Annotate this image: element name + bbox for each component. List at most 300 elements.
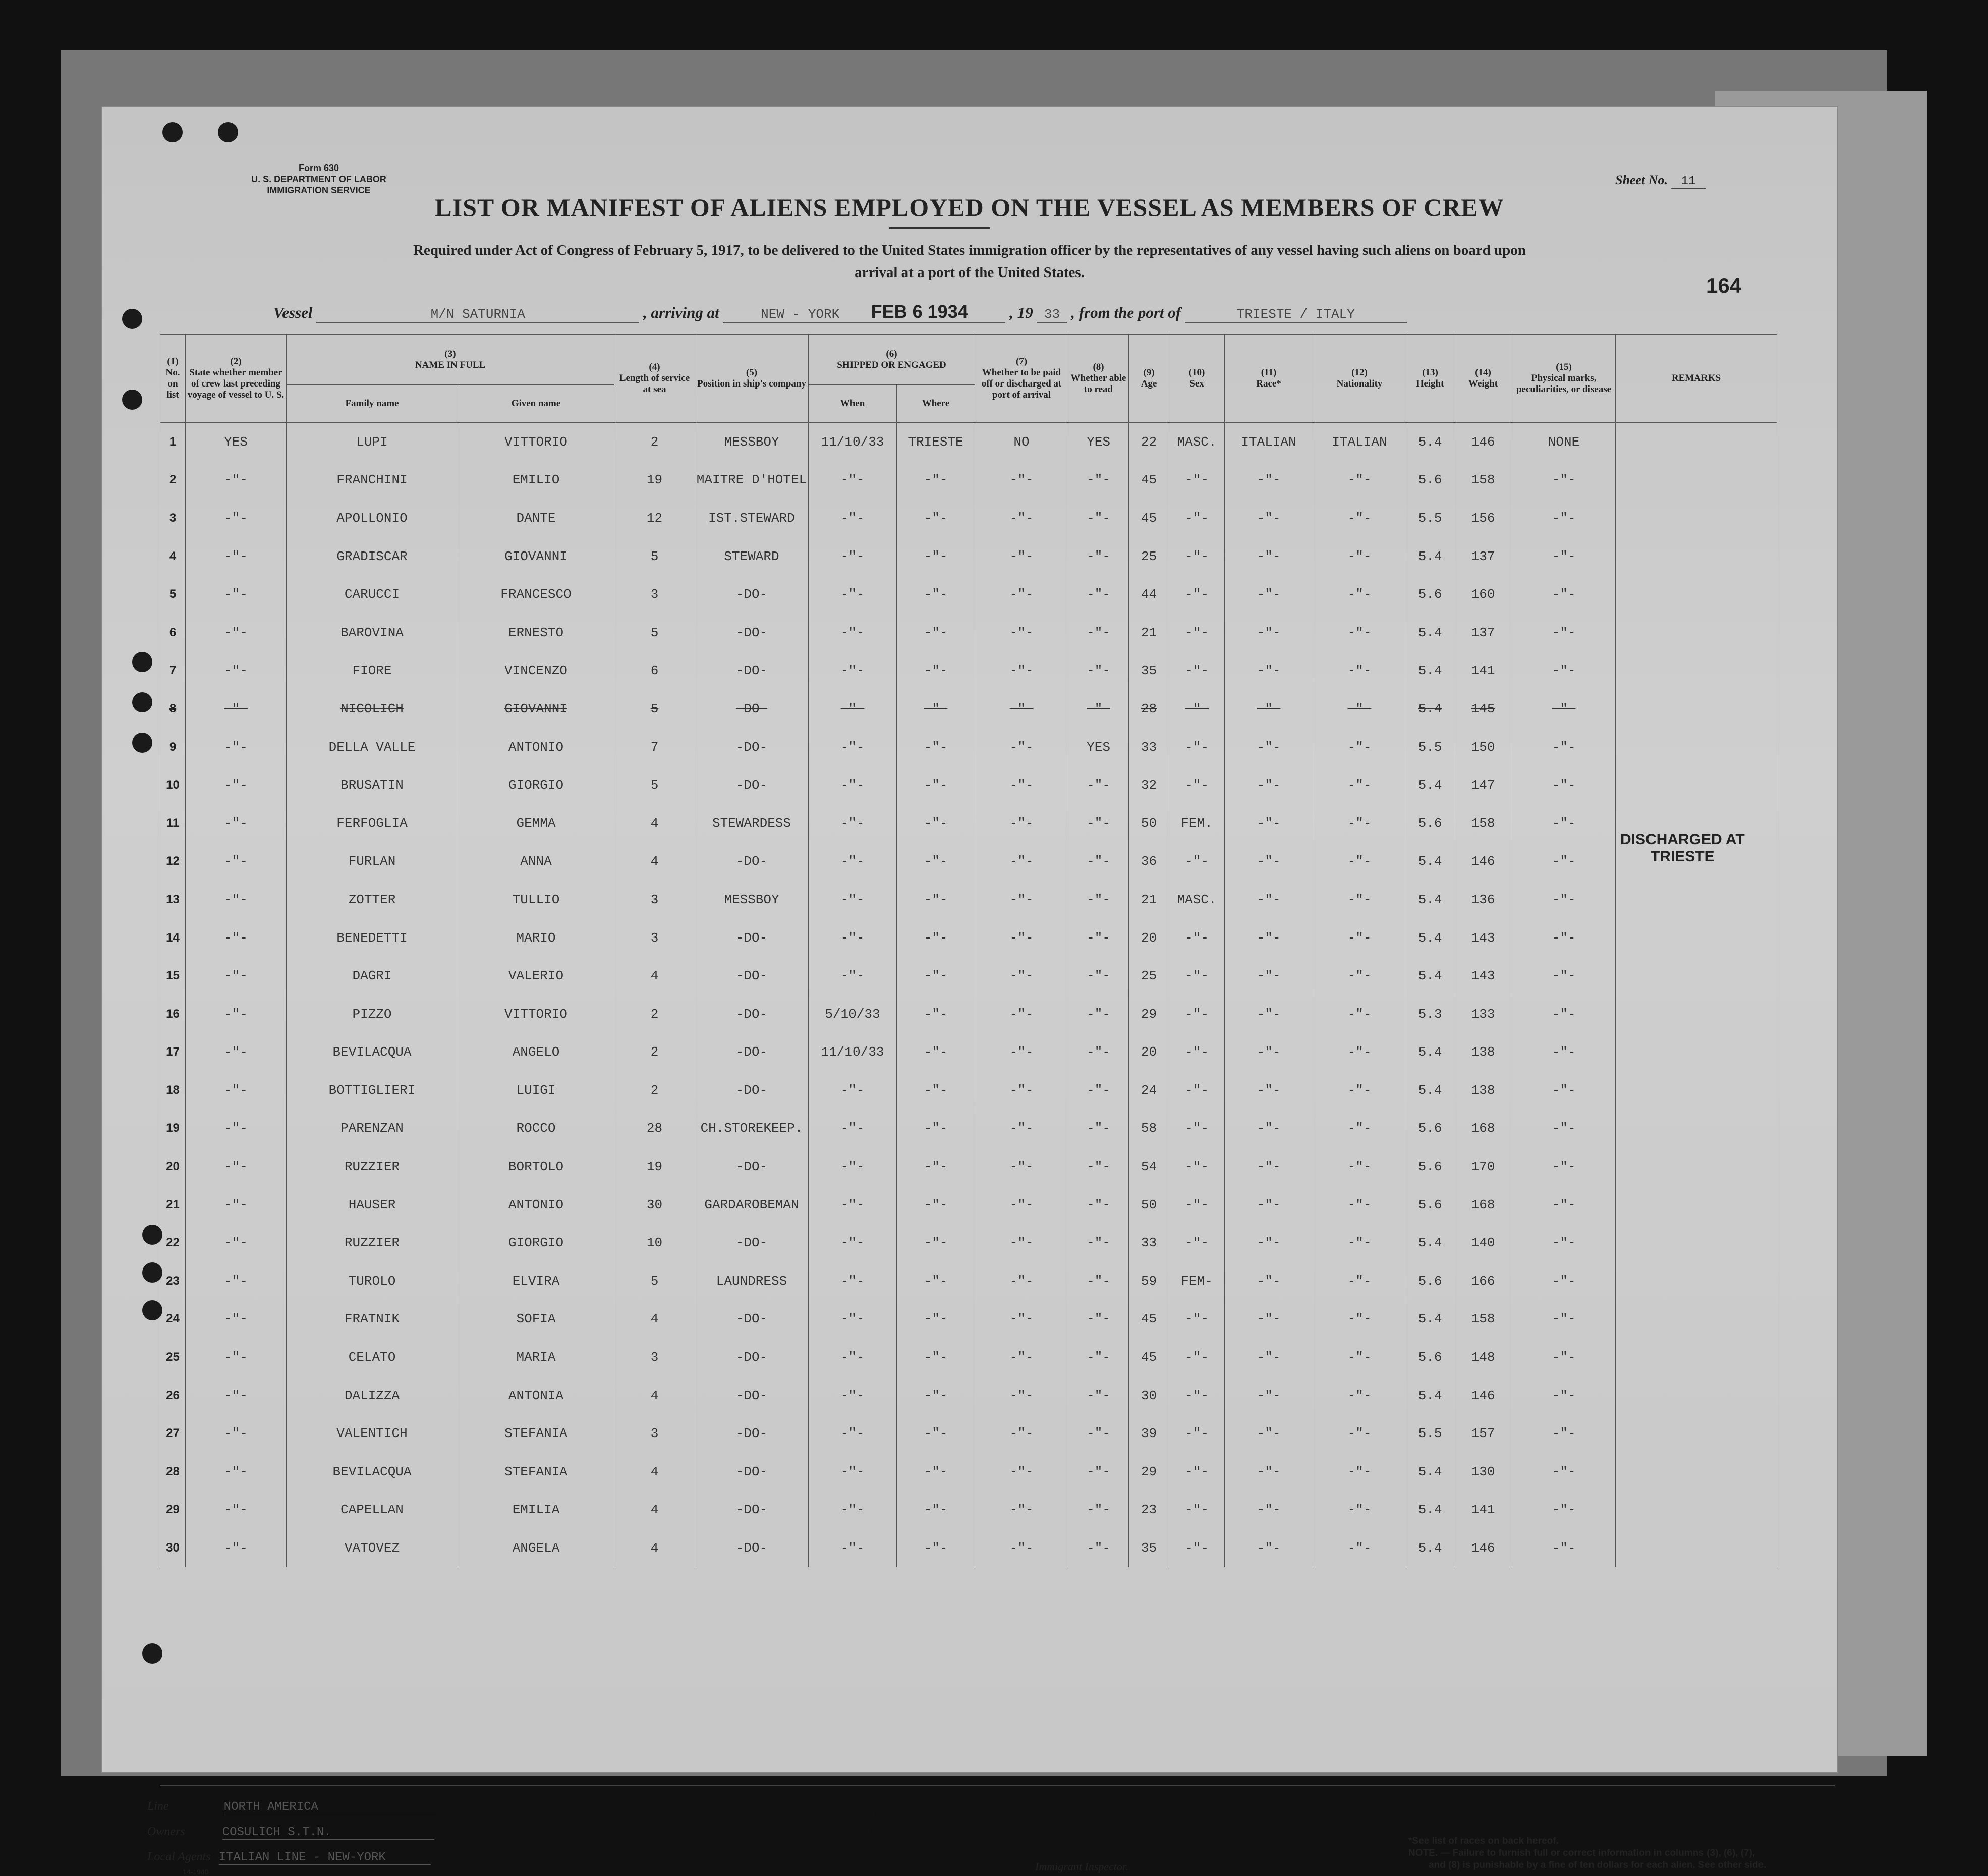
cell-nat: -"- <box>1313 499 1406 537</box>
header-race: (11) Race* <box>1225 335 1313 423</box>
cell-nat: -"- <box>1313 690 1406 728</box>
cell-paid: -"- <box>975 1071 1068 1110</box>
cell-nat: -"- <box>1313 1033 1406 1072</box>
cell-position: -DO- <box>695 1376 809 1415</box>
punch-hole <box>132 692 152 712</box>
cell-given: MARIO <box>458 919 614 957</box>
cell-service: 4 <box>614 843 695 881</box>
cell-race: -"- <box>1225 690 1313 728</box>
cell-read: -"- <box>1068 1186 1129 1224</box>
cell-no: 16 <box>160 995 186 1033</box>
cell-marks: -"- <box>1512 499 1616 537</box>
cell-nat: -"- <box>1313 1071 1406 1110</box>
cell-weight: 130 <box>1454 1453 1512 1491</box>
cell-where: -"- <box>897 1338 975 1376</box>
cell-service: 5 <box>614 690 695 728</box>
cell-nat: -"- <box>1313 652 1406 690</box>
cell-when: 11/10/33 <box>809 1033 897 1072</box>
cell-service: 4 <box>614 1491 695 1529</box>
cell-service: 5 <box>614 537 695 576</box>
cell-when: -"- <box>809 728 897 766</box>
footer-owners-field <box>147 1825 434 1840</box>
cell-nat: -"- <box>1313 1491 1406 1529</box>
cell-age: 33 <box>1129 1224 1169 1262</box>
cell-when: -"- <box>809 461 897 500</box>
cell-marks: -"- <box>1512 766 1616 804</box>
footer-line-field <box>147 1800 436 1814</box>
cell-race: -"- <box>1225 537 1313 576</box>
cell-service: 6 <box>614 652 695 690</box>
cell-sex: -"- <box>1169 1300 1225 1339</box>
cell-read: -"- <box>1068 614 1129 652</box>
cell-position: LAUNDRESS <box>695 1262 809 1300</box>
arriving-field <box>723 301 1005 323</box>
table-row <box>160 728 1777 766</box>
cell-family: FURLAN <box>287 843 458 881</box>
cell-nat: -"- <box>1313 766 1406 804</box>
cell-age: 36 <box>1129 843 1169 881</box>
cell-where: -"- <box>897 957 975 995</box>
cell-no: 17 <box>160 1033 186 1072</box>
cell-read: -"- <box>1068 957 1129 995</box>
remark-stamp-line-2: TRIESTE <box>1650 848 1715 865</box>
cell-family: FRATNIK <box>287 1300 458 1339</box>
table-row <box>160 1033 1777 1072</box>
cell-height: 5.6 <box>1406 461 1454 500</box>
cell-read: -"- <box>1068 1376 1129 1415</box>
cell-position: -DO- <box>695 1338 809 1376</box>
cell-read: -"- <box>1068 690 1129 728</box>
cell-given: VINCENZO <box>458 652 614 690</box>
cell-given: VITTORIO <box>458 423 614 461</box>
cell-nat: -"- <box>1313 1147 1406 1186</box>
cell-no: 21 <box>160 1186 186 1224</box>
table-row <box>160 423 1777 461</box>
cell-paid: -"- <box>975 1414 1068 1453</box>
cell-height: 5.4 <box>1406 690 1454 728</box>
cell-weight: 158 <box>1454 804 1512 843</box>
cell-no: 24 <box>160 1300 186 1339</box>
cell-family: BOTTIGLIERI <box>287 1071 458 1110</box>
cell-weight: 148 <box>1454 1338 1512 1376</box>
cell-position: -DO- <box>695 652 809 690</box>
cell-weight: 157 <box>1454 1414 1512 1453</box>
cell-remarks <box>1616 728 1777 766</box>
cell-race: -"- <box>1225 843 1313 881</box>
cell-paid: -"- <box>975 461 1068 500</box>
cell-where: -"- <box>897 919 975 957</box>
cell-sex: -"- <box>1169 766 1225 804</box>
punch-hole <box>132 733 152 753</box>
cell-remarks <box>1616 537 1777 576</box>
cell-race: -"- <box>1225 1376 1313 1415</box>
cell-paid: -"- <box>975 1491 1068 1529</box>
cell-no: 4 <box>160 537 186 576</box>
cell-height: 5.4 <box>1406 880 1454 919</box>
table-row <box>160 1262 1777 1300</box>
cell-sex: -"- <box>1169 1186 1225 1224</box>
service-name: IMMIGRATION SERVICE <box>267 185 371 195</box>
cell-when: -"- <box>809 652 897 690</box>
table-row <box>160 766 1777 804</box>
cell-no: 27 <box>160 1414 186 1453</box>
cell-prev: -"- <box>186 1529 287 1567</box>
table-row <box>160 652 1777 690</box>
header-where: Where <box>897 385 975 423</box>
cell-given: DANTE <box>458 499 614 537</box>
cell-height: 5.4 <box>1406 1376 1454 1415</box>
cell-race: -"- <box>1225 1147 1313 1186</box>
cell-where: -"- <box>897 1186 975 1224</box>
cell-nat: -"- <box>1313 537 1406 576</box>
cell-when: -"- <box>809 537 897 576</box>
cell-age: 29 <box>1129 1453 1169 1491</box>
cell-sex: -"- <box>1169 614 1225 652</box>
cell-prev: -"- <box>186 804 287 843</box>
arriving-label: , arriving at <box>643 304 719 321</box>
cell-sex: -"- <box>1169 1376 1225 1415</box>
cell-position: -DO- <box>695 690 809 728</box>
agents-label: Local Agents <box>147 1850 211 1863</box>
document-title: LIST OR MANIFEST OF ALIENS EMPLOYED ON THE VESSEL AS MEMBERS OF CREW <box>435 193 1504 222</box>
cell-where: -"- <box>897 1224 975 1262</box>
cell-marks: -"- <box>1512 1033 1616 1072</box>
cell-race: -"- <box>1225 1186 1313 1224</box>
cell-service: 4 <box>614 804 695 843</box>
cell-weight: 146 <box>1454 423 1512 461</box>
cell-nat: -"- <box>1313 575 1406 614</box>
cell-given: GIOVANNI <box>458 690 614 728</box>
cell-marks: -"- <box>1512 843 1616 881</box>
cell-sex: -"- <box>1169 1529 1225 1567</box>
cell-service: 10 <box>614 1224 695 1262</box>
cell-prev: -"- <box>186 1376 287 1415</box>
cell-where: TRIESTE <box>897 423 975 461</box>
cell-paid: -"- <box>975 804 1068 843</box>
year-value: 33 <box>1037 307 1067 323</box>
punch-hole <box>122 309 142 329</box>
cell-family: VALENTICH <box>287 1414 458 1453</box>
cell-nat: -"- <box>1313 995 1406 1033</box>
cell-nat: -"- <box>1313 1186 1406 1224</box>
cell-sex: -"- <box>1169 1414 1225 1453</box>
cell-prev: -"- <box>186 1033 287 1072</box>
cell-service: 4 <box>614 1453 695 1491</box>
header-able-to-read: (8) Whether able to read <box>1068 335 1129 423</box>
cell-sex: -"- <box>1169 652 1225 690</box>
cell-height: 5.4 <box>1406 1300 1454 1339</box>
cell-service: 3 <box>614 1414 695 1453</box>
cell-age: 50 <box>1129 1186 1169 1224</box>
cell-age: 20 <box>1129 919 1169 957</box>
cell-race: -"- <box>1225 575 1313 614</box>
cell-where: -"- <box>897 804 975 843</box>
cell-remarks <box>1616 575 1777 614</box>
cell-prev: -"- <box>186 614 287 652</box>
cell-age: 45 <box>1129 1300 1169 1339</box>
cell-marks: NONE <box>1512 423 1616 461</box>
cell-nat: -"- <box>1313 1414 1406 1453</box>
cell-marks: -"- <box>1512 1186 1616 1224</box>
cell-remarks <box>1616 1414 1777 1453</box>
cell-given: TULLIO <box>458 880 614 919</box>
cell-weight: 140 <box>1454 1224 1512 1262</box>
header-sex: (10) Sex <box>1169 335 1225 423</box>
cell-remarks <box>1616 423 1777 461</box>
cell-when: -"- <box>809 1071 897 1110</box>
cell-read: -"- <box>1068 1338 1129 1376</box>
cell-service: 7 <box>614 728 695 766</box>
table-row <box>160 1453 1777 1491</box>
cell-read: -"- <box>1068 995 1129 1033</box>
cell-race: -"- <box>1225 1529 1313 1567</box>
cell-height: 5.4 <box>1406 1491 1454 1529</box>
cell-race: -"- <box>1225 1110 1313 1148</box>
cell-paid: -"- <box>975 1147 1068 1186</box>
cell-race: -"- <box>1225 957 1313 995</box>
cell-when: -"- <box>809 1376 897 1415</box>
cell-paid: -"- <box>975 690 1068 728</box>
cell-where: -"- <box>897 766 975 804</box>
cell-height: 5.4 <box>1406 957 1454 995</box>
header-shipped-or-engaged: (6) SHIPPED OR ENGAGED <box>809 335 975 385</box>
cell-sex: -"- <box>1169 728 1225 766</box>
cell-weight: 158 <box>1454 1300 1512 1339</box>
cell-paid: -"- <box>975 1529 1068 1567</box>
cell-family: FRANCHINI <box>287 461 458 500</box>
vessel-line <box>273 301 1787 323</box>
cell-race: -"- <box>1225 614 1313 652</box>
cell-marks: -"- <box>1512 804 1616 843</box>
cell-when: -"- <box>809 1491 897 1529</box>
cell-sex: FEM. <box>1169 804 1225 843</box>
cell-given: EMILIO <box>458 461 614 500</box>
cell-where: -"- <box>897 614 975 652</box>
cell-remarks <box>1616 1338 1777 1376</box>
cell-sex: -"- <box>1169 957 1225 995</box>
sheet-number-value: 11 <box>1671 175 1706 189</box>
cell-race: -"- <box>1225 804 1313 843</box>
cell-given: MARIA <box>458 1338 614 1376</box>
cell-marks: -"- <box>1512 461 1616 500</box>
from-label: , from the port of <box>1071 304 1181 321</box>
cell-nat: -"- <box>1313 843 1406 881</box>
cell-when: -"- <box>809 1300 897 1339</box>
cell-position: -DO- <box>695 728 809 766</box>
cell-marks: -"- <box>1512 1491 1616 1529</box>
cell-prev: -"- <box>186 1300 287 1339</box>
cell-race: -"- <box>1225 1491 1313 1529</box>
table-row <box>160 995 1777 1033</box>
cell-sex: -"- <box>1169 575 1225 614</box>
cell-given: STEFANIA <box>458 1414 614 1453</box>
form-code: 14-1940 <box>183 1868 209 1876</box>
punch-hole <box>142 1643 162 1664</box>
cell-height: 5.5 <box>1406 728 1454 766</box>
cell-sex: -"- <box>1169 1033 1225 1072</box>
cell-where: -"- <box>897 1147 975 1186</box>
cell-no: 13 <box>160 880 186 919</box>
cell-read: YES <box>1068 728 1129 766</box>
cell-prev: -"- <box>186 995 287 1033</box>
punch-hole <box>218 122 238 142</box>
cell-service: 5 <box>614 614 695 652</box>
cell-when: -"- <box>809 1110 897 1148</box>
year-label: , 19 <box>1009 304 1033 321</box>
cell-nat: -"- <box>1313 1300 1406 1339</box>
cell-where: -"- <box>897 1300 975 1339</box>
cell-given: GIOVANNI <box>458 537 614 576</box>
cell-when: -"- <box>809 1262 897 1300</box>
cell-height: 5.4 <box>1406 652 1454 690</box>
cell-family: BENEDETTI <box>287 919 458 957</box>
cell-height: 5.4 <box>1406 1071 1454 1110</box>
cell-remarks <box>1616 690 1777 728</box>
cell-prev: -"- <box>186 1338 287 1376</box>
title-divider <box>889 227 990 229</box>
cell-race: -"- <box>1225 499 1313 537</box>
cell-no: 12 <box>160 843 186 881</box>
table-row <box>160 843 1777 881</box>
cell-where: -"- <box>897 575 975 614</box>
cell-race: -"- <box>1225 1338 1313 1376</box>
footer-agents-field <box>147 1850 431 1865</box>
cell-race: ITALIAN <box>1225 423 1313 461</box>
cell-remarks <box>1616 1147 1777 1186</box>
cell-height: 5.6 <box>1406 1338 1454 1376</box>
cell-paid: -"- <box>975 537 1068 576</box>
form-number: Form 630 <box>298 163 339 173</box>
header-height: (13) Height <box>1406 335 1454 423</box>
cell-paid: -"- <box>975 1224 1068 1262</box>
cell-height: 5.4 <box>1406 843 1454 881</box>
cell-position: MAITRE D'HOTEL <box>695 461 809 500</box>
cell-family: NICOLICH <box>287 690 458 728</box>
cell-marks: -"- <box>1512 1071 1616 1110</box>
cell-sex: -"- <box>1169 1147 1225 1186</box>
cell-no: 7 <box>160 652 186 690</box>
sheet-number <box>1615 173 1706 188</box>
cell-race: -"- <box>1225 461 1313 500</box>
cell-marks: -"- <box>1512 1338 1616 1376</box>
cell-prev: -"- <box>186 957 287 995</box>
cell-prev: -"- <box>186 1186 287 1224</box>
line-value: NORTH AMERICA <box>224 1800 436 1814</box>
cell-family: BAROVINA <box>287 614 458 652</box>
cell-no: 5 <box>160 575 186 614</box>
cell-no: 25 <box>160 1338 186 1376</box>
cell-weight: 141 <box>1454 652 1512 690</box>
cell-prev: -"- <box>186 499 287 537</box>
cell-remarks <box>1616 880 1777 919</box>
cell-sex: -"- <box>1169 1453 1225 1491</box>
cell-where: -"- <box>897 499 975 537</box>
cell-position: -DO- <box>695 766 809 804</box>
cell-when: -"- <box>809 919 897 957</box>
cell-height: 5.4 <box>1406 423 1454 461</box>
cell-sex: -"- <box>1169 1071 1225 1110</box>
cell-family: BEVILACQUA <box>287 1453 458 1491</box>
cell-service: 3 <box>614 880 695 919</box>
cell-nat: -"- <box>1313 957 1406 995</box>
cell-age: 21 <box>1129 880 1169 919</box>
cell-position: -DO- <box>695 575 809 614</box>
header-weight: (14) Weight <box>1454 335 1512 423</box>
cell-race: -"- <box>1225 1300 1313 1339</box>
cell-remarks <box>1616 919 1777 957</box>
header-family-name: Family name <box>287 385 458 423</box>
cell-paid: -"- <box>975 880 1068 919</box>
cell-prev: -"- <box>186 690 287 728</box>
cell-weight: 146 <box>1454 843 1512 881</box>
cell-age: 59 <box>1129 1262 1169 1300</box>
cell-when: 5/10/33 <box>809 995 897 1033</box>
cell-service: 30 <box>614 1186 695 1224</box>
punch-hole <box>142 1225 162 1245</box>
cell-where: -"- <box>897 1414 975 1453</box>
cell-remarks <box>1616 1453 1777 1491</box>
cell-where: -"- <box>897 728 975 766</box>
cell-remarks <box>1616 614 1777 652</box>
cell-height: 5.4 <box>1406 766 1454 804</box>
cell-paid: -"- <box>975 1300 1068 1339</box>
cell-remarks <box>1616 1110 1777 1148</box>
cell-where: -"- <box>897 1262 975 1300</box>
table-row <box>160 1338 1777 1376</box>
header-nationality: (12) Nationality <box>1313 335 1406 423</box>
cell-when: -"- <box>809 957 897 995</box>
cell-race: -"- <box>1225 1071 1313 1110</box>
cell-paid: -"- <box>975 1376 1068 1415</box>
cell-age: 45 <box>1129 1338 1169 1376</box>
cell-remarks <box>1616 1186 1777 1224</box>
cell-no: 19 <box>160 1110 186 1148</box>
cell-paid: -"- <box>975 957 1068 995</box>
cell-where: -"- <box>897 690 975 728</box>
stamped-page-number: 164 <box>1706 273 1742 297</box>
cell-given: ELVIRA <box>458 1262 614 1300</box>
cell-where: -"- <box>897 652 975 690</box>
cell-age: 35 <box>1129 652 1169 690</box>
cell-prev: -"- <box>186 1414 287 1453</box>
cell-nat: -"- <box>1313 728 1406 766</box>
cell-remarks <box>1616 995 1777 1033</box>
cell-height: 5.4 <box>1406 614 1454 652</box>
cell-position: -DO- <box>695 614 809 652</box>
punch-hole <box>132 652 152 672</box>
cell-age: 30 <box>1129 1376 1169 1415</box>
cell-no: 1 <box>160 423 186 461</box>
cell-sex: -"- <box>1169 919 1225 957</box>
cell-when: -"- <box>809 1338 897 1376</box>
cell-given: ANGELA <box>458 1529 614 1567</box>
table-row <box>160 1186 1777 1224</box>
cell-paid: -"- <box>975 919 1068 957</box>
cell-where: -"- <box>897 1071 975 1110</box>
cell-sex: -"- <box>1169 995 1225 1033</box>
vessel-name: M/N SATURNIA <box>316 307 639 323</box>
cell-read: -"- <box>1068 1453 1129 1491</box>
cell-remarks <box>1616 1071 1777 1110</box>
cell-height: 5.4 <box>1406 1224 1454 1262</box>
cell-service: 4 <box>614 1529 695 1567</box>
cell-service: 3 <box>614 575 695 614</box>
cell-race: -"- <box>1225 880 1313 919</box>
cell-nat: ITALIAN <box>1313 423 1406 461</box>
cell-when: -"- <box>809 1147 897 1186</box>
cell-when: 11/10/33 <box>809 423 897 461</box>
table-row <box>160 1110 1777 1148</box>
